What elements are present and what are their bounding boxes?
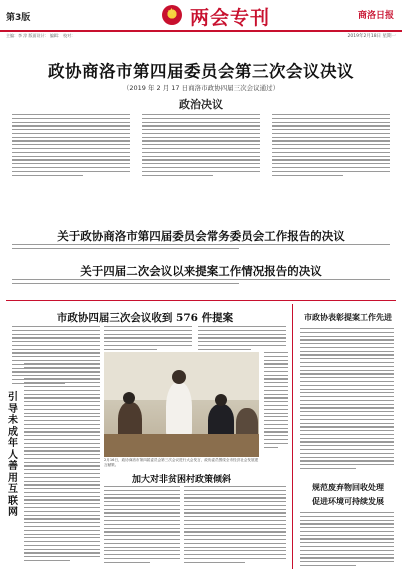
text-line bbox=[24, 496, 100, 497]
text-line bbox=[24, 507, 100, 508]
proposals-body-right bbox=[198, 326, 286, 350]
text-line bbox=[24, 552, 100, 553]
text-line bbox=[184, 550, 286, 551]
text-line bbox=[24, 450, 100, 451]
text-line bbox=[24, 473, 100, 474]
text-line bbox=[300, 426, 394, 427]
text-line bbox=[24, 511, 100, 512]
text-line bbox=[272, 133, 390, 134]
text-line bbox=[12, 337, 100, 338]
text-line bbox=[300, 419, 394, 420]
text-line bbox=[24, 549, 100, 550]
text-line bbox=[300, 358, 394, 359]
text-line bbox=[300, 460, 394, 461]
text-line bbox=[24, 405, 100, 406]
text-line bbox=[24, 443, 100, 444]
text-line bbox=[24, 382, 100, 383]
political-resolution-title: 政治决议 bbox=[179, 98, 223, 111]
text-line bbox=[142, 167, 260, 168]
text-line bbox=[184, 558, 286, 559]
text-line bbox=[272, 156, 390, 157]
text-line bbox=[104, 547, 180, 548]
text-line bbox=[24, 484, 100, 485]
text-line bbox=[264, 360, 288, 361]
text-line bbox=[300, 430, 394, 431]
text-line bbox=[198, 341, 286, 342]
text-line bbox=[24, 367, 100, 368]
text-line bbox=[24, 431, 100, 432]
text-line bbox=[184, 554, 286, 555]
text-line bbox=[300, 354, 394, 355]
text-line bbox=[184, 524, 286, 525]
main-headline: 政协商洛市第四届委员会第三次会议决议 bbox=[48, 62, 354, 81]
text-line bbox=[24, 378, 100, 379]
text-line bbox=[24, 503, 100, 504]
text-line bbox=[24, 477, 100, 478]
text-line bbox=[24, 352, 100, 353]
text-line bbox=[272, 125, 390, 126]
text-line bbox=[142, 144, 260, 145]
cppcc-emblem-icon bbox=[162, 5, 182, 25]
text-line bbox=[142, 122, 260, 123]
text-line bbox=[300, 561, 394, 562]
text-line bbox=[300, 377, 394, 378]
text-line bbox=[24, 371, 100, 372]
text-line bbox=[300, 347, 394, 348]
text-line bbox=[264, 382, 288, 383]
text-line bbox=[24, 401, 100, 402]
editor-credits: 主编：李 淳 版面设计： 编辑： 校对： bbox=[6, 33, 76, 38]
text-line bbox=[24, 522, 100, 523]
text-line bbox=[12, 330, 100, 331]
text-line bbox=[24, 481, 100, 482]
poverty-policy-body-right bbox=[184, 486, 286, 566]
text-line bbox=[24, 454, 100, 455]
text-line bbox=[12, 175, 83, 176]
proposal-awards-title: 市政协表彰提案工作先进 bbox=[304, 312, 392, 322]
text-line bbox=[272, 129, 390, 130]
text-line bbox=[184, 539, 286, 540]
text-line bbox=[12, 334, 100, 335]
text-line bbox=[12, 159, 130, 160]
text-line bbox=[142, 137, 260, 138]
text-line bbox=[264, 405, 288, 406]
text-line bbox=[198, 349, 251, 350]
text-line bbox=[300, 415, 394, 416]
text-line bbox=[300, 445, 394, 446]
text-line bbox=[104, 497, 180, 498]
text-line bbox=[104, 349, 157, 350]
text-line bbox=[12, 133, 130, 134]
text-line bbox=[12, 148, 130, 149]
text-line bbox=[24, 363, 100, 364]
text-line bbox=[24, 499, 100, 500]
text-line bbox=[24, 360, 100, 361]
text-line bbox=[24, 556, 100, 557]
text-line bbox=[12, 152, 130, 153]
text-line bbox=[142, 156, 260, 157]
text-line bbox=[272, 148, 390, 149]
text-line bbox=[104, 341, 192, 342]
text-line bbox=[24, 424, 100, 425]
text-line bbox=[24, 397, 100, 398]
text-line bbox=[300, 381, 394, 382]
text-line bbox=[24, 465, 100, 466]
text-line bbox=[300, 565, 356, 566]
text-line bbox=[264, 352, 288, 353]
text-line bbox=[184, 543, 286, 544]
text-line bbox=[24, 428, 100, 429]
text-line bbox=[24, 375, 100, 376]
text-line bbox=[104, 516, 180, 517]
minors-internet-title: 引导未成年人善用互联网 bbox=[8, 392, 18, 518]
text-line bbox=[300, 550, 394, 551]
text-line bbox=[300, 538, 394, 539]
text-line bbox=[184, 497, 286, 498]
text-line bbox=[12, 341, 100, 342]
text-line bbox=[300, 516, 394, 517]
text-line bbox=[104, 528, 180, 529]
section-title: 两会专刊 bbox=[190, 7, 271, 29]
proposals-article-title: 市政协四届三次会议收到 576 件提案 bbox=[56, 312, 234, 324]
text-line bbox=[24, 492, 100, 493]
poverty-policy-body-left bbox=[104, 486, 180, 566]
text-line bbox=[264, 367, 288, 368]
text-line bbox=[104, 558, 180, 559]
text-line bbox=[264, 401, 288, 402]
photo-attendee-1-head bbox=[123, 392, 135, 404]
text-line bbox=[24, 560, 70, 561]
text-line bbox=[104, 486, 180, 487]
headline-subline: （2019 年 2 月 17 日商洛市政协四届三次会议通过） bbox=[122, 84, 280, 92]
text-line bbox=[184, 531, 286, 532]
photo-caption: 2月16日，政协商洛市第四届委员会第三次会议进行大会发言，政协委员围绕全市经济社会发展建言献策。 bbox=[104, 458, 259, 467]
text-line bbox=[184, 562, 245, 563]
text-line bbox=[264, 375, 288, 376]
text-line bbox=[264, 431, 288, 432]
text-line bbox=[142, 152, 260, 153]
text-line bbox=[12, 140, 130, 141]
text-line bbox=[184, 547, 286, 548]
page-number: 第3版 bbox=[6, 13, 31, 23]
text-line bbox=[104, 490, 180, 491]
text-line bbox=[264, 443, 288, 444]
text-line bbox=[24, 530, 100, 531]
text-line bbox=[264, 420, 288, 421]
text-line bbox=[104, 330, 192, 331]
text-line bbox=[264, 390, 288, 391]
text-line bbox=[104, 494, 180, 495]
waste-recycling-title-1: 规范废弃物回收处理 bbox=[312, 482, 384, 492]
text-line bbox=[300, 407, 394, 408]
text-line bbox=[184, 490, 286, 491]
text-line bbox=[184, 528, 286, 529]
text-line bbox=[24, 458, 100, 459]
text-line bbox=[272, 167, 390, 168]
text-line bbox=[184, 501, 286, 502]
text-line bbox=[184, 509, 286, 510]
text-line bbox=[300, 457, 394, 458]
text-line bbox=[300, 404, 394, 405]
text-line bbox=[142, 118, 260, 119]
text-line bbox=[264, 416, 288, 417]
text-line bbox=[184, 486, 286, 487]
text-line bbox=[142, 133, 260, 134]
text-line bbox=[272, 163, 390, 164]
text-line bbox=[300, 423, 394, 424]
text-line bbox=[300, 434, 394, 435]
text-line bbox=[300, 351, 394, 352]
text-line bbox=[272, 137, 390, 138]
text-line bbox=[104, 512, 180, 513]
text-line bbox=[300, 512, 394, 513]
text-line bbox=[184, 512, 286, 513]
text-line bbox=[300, 362, 394, 363]
text-line bbox=[272, 175, 343, 176]
text-line bbox=[300, 554, 394, 555]
text-line bbox=[300, 449, 394, 450]
text-line bbox=[198, 334, 286, 335]
text-line bbox=[198, 330, 286, 331]
text-line bbox=[264, 424, 288, 425]
text-line bbox=[300, 557, 394, 558]
conference-photo bbox=[104, 352, 259, 457]
text-line bbox=[300, 520, 394, 521]
text-line bbox=[264, 413, 288, 414]
text-line bbox=[142, 114, 260, 115]
text-line bbox=[142, 125, 260, 126]
text-line bbox=[184, 494, 286, 495]
resolution-1-body bbox=[12, 244, 390, 254]
text-line bbox=[104, 531, 180, 532]
text-line bbox=[104, 543, 180, 544]
info-bar bbox=[0, 30, 402, 39]
text-line bbox=[300, 396, 394, 397]
text-line bbox=[12, 137, 130, 138]
text-line bbox=[142, 148, 260, 149]
text-line bbox=[300, 328, 394, 329]
text-line bbox=[300, 366, 394, 367]
text-line bbox=[12, 345, 100, 346]
text-line bbox=[12, 244, 390, 245]
text-line bbox=[300, 339, 394, 340]
text-line bbox=[12, 171, 130, 172]
text-line bbox=[142, 140, 260, 141]
text-line bbox=[300, 468, 356, 469]
text-line bbox=[104, 337, 192, 338]
text-line bbox=[24, 515, 100, 516]
text-line bbox=[300, 392, 394, 393]
text-line bbox=[104, 520, 180, 521]
text-line bbox=[264, 428, 288, 429]
text-line bbox=[184, 520, 286, 521]
resolution-body-column-2 bbox=[142, 114, 260, 180]
text-line bbox=[300, 343, 394, 344]
photo-speaker-head bbox=[172, 370, 186, 384]
text-line bbox=[24, 409, 100, 410]
text-line bbox=[142, 175, 213, 176]
text-line bbox=[104, 326, 192, 327]
text-line bbox=[12, 122, 130, 123]
text-line bbox=[300, 527, 394, 528]
text-line bbox=[198, 337, 286, 338]
text-line bbox=[24, 390, 100, 391]
text-line bbox=[12, 114, 130, 115]
text-line bbox=[300, 464, 394, 465]
resolution-body-column-3 bbox=[272, 114, 390, 180]
masthead bbox=[0, 0, 402, 30]
text-line bbox=[24, 356, 100, 357]
text-line bbox=[142, 159, 260, 160]
text-line bbox=[264, 378, 288, 379]
text-line bbox=[12, 156, 130, 157]
text-line bbox=[300, 542, 394, 543]
paper-logo: 商洛日报 bbox=[357, 11, 394, 21]
text-line bbox=[12, 248, 239, 249]
text-line bbox=[24, 394, 100, 395]
text-line bbox=[184, 535, 286, 536]
text-line bbox=[272, 159, 390, 160]
text-line bbox=[12, 163, 130, 164]
text-line bbox=[264, 439, 288, 440]
text-line bbox=[300, 336, 394, 337]
resolution-2-title: 关于四届二次会议以来提案工作情况报告的决议 bbox=[80, 264, 322, 278]
text-line bbox=[300, 332, 394, 333]
text-line bbox=[12, 118, 130, 119]
text-line bbox=[104, 501, 180, 502]
proposals-body-right-lower bbox=[264, 352, 288, 452]
text-line bbox=[24, 534, 100, 535]
text-line bbox=[300, 438, 394, 439]
text-line bbox=[300, 531, 394, 532]
text-line bbox=[24, 439, 100, 440]
resolution-body-column-1 bbox=[12, 114, 130, 180]
resolution-2-body bbox=[12, 279, 390, 289]
text-line bbox=[264, 371, 288, 372]
text-line bbox=[12, 283, 239, 284]
text-line bbox=[104, 509, 180, 510]
resolution-1-title: 关于政协商洛市第四届委员会常务委员会工作报告的决议 bbox=[57, 229, 345, 243]
text-line bbox=[272, 122, 390, 123]
text-line bbox=[142, 163, 260, 164]
waste-recycling-title-2: 促进环境可持续发展 bbox=[312, 496, 384, 506]
text-line bbox=[12, 349, 100, 350]
text-line bbox=[142, 171, 260, 172]
text-line bbox=[142, 129, 260, 130]
text-line bbox=[272, 171, 390, 172]
text-line bbox=[104, 539, 180, 540]
issue-date: 2019年2月18日 星期一 bbox=[347, 34, 396, 39]
text-line bbox=[104, 554, 180, 555]
text-line bbox=[12, 144, 130, 145]
proposal-awards-body bbox=[300, 328, 394, 474]
text-line bbox=[24, 537, 100, 538]
text-line bbox=[12, 326, 100, 327]
text-line bbox=[24, 413, 100, 414]
text-line bbox=[198, 326, 286, 327]
text-line bbox=[300, 389, 394, 390]
text-line bbox=[24, 541, 100, 542]
section-divider bbox=[6, 300, 396, 301]
text-line bbox=[300, 385, 394, 386]
photo-speaker bbox=[166, 382, 192, 437]
text-line bbox=[272, 114, 390, 115]
text-line bbox=[264, 363, 288, 364]
text-line bbox=[264, 447, 278, 448]
text-line bbox=[104, 505, 180, 506]
text-line bbox=[24, 526, 100, 527]
text-line bbox=[104, 562, 150, 563]
poverty-policy-title: 加大对非贫困村政策倾斜 bbox=[131, 475, 231, 485]
text-line bbox=[104, 550, 180, 551]
text-line bbox=[24, 488, 100, 489]
text-line bbox=[264, 397, 288, 398]
waste-recycling-body bbox=[300, 512, 394, 568]
text-line bbox=[24, 420, 100, 421]
text-line bbox=[300, 400, 394, 401]
text-line bbox=[300, 441, 394, 442]
text-line bbox=[24, 435, 100, 436]
text-line bbox=[24, 545, 100, 546]
text-line bbox=[184, 516, 286, 517]
photo-attendee-2-head bbox=[215, 394, 227, 406]
text-line bbox=[12, 129, 130, 130]
text-line bbox=[300, 546, 394, 547]
text-line bbox=[24, 462, 100, 463]
text-line bbox=[104, 524, 180, 525]
text-line bbox=[264, 386, 288, 387]
text-line bbox=[24, 386, 100, 387]
text-line bbox=[264, 409, 288, 410]
proposals-body-mid bbox=[104, 326, 192, 350]
text-line bbox=[24, 447, 100, 448]
text-line bbox=[300, 370, 394, 371]
text-line bbox=[24, 416, 100, 417]
text-line bbox=[12, 279, 390, 280]
minors-internet-body bbox=[24, 352, 100, 566]
text-line bbox=[300, 523, 394, 524]
text-line bbox=[24, 469, 100, 470]
text-line bbox=[272, 140, 390, 141]
photo-desk bbox=[104, 434, 259, 457]
text-line bbox=[300, 453, 394, 454]
text-line bbox=[104, 345, 192, 346]
text-line bbox=[272, 152, 390, 153]
text-line bbox=[184, 505, 286, 506]
text-line bbox=[264, 435, 288, 436]
text-line bbox=[272, 118, 390, 119]
text-line bbox=[104, 535, 180, 536]
text-line bbox=[264, 356, 288, 357]
text-line bbox=[300, 373, 394, 374]
text-line bbox=[12, 167, 130, 168]
text-line bbox=[300, 535, 394, 536]
text-line bbox=[12, 125, 130, 126]
column-divider bbox=[292, 304, 293, 569]
text-line bbox=[24, 518, 100, 519]
text-line bbox=[272, 144, 390, 145]
text-line bbox=[198, 345, 286, 346]
text-line bbox=[300, 411, 394, 412]
text-line bbox=[104, 334, 192, 335]
text-line bbox=[264, 394, 288, 395]
